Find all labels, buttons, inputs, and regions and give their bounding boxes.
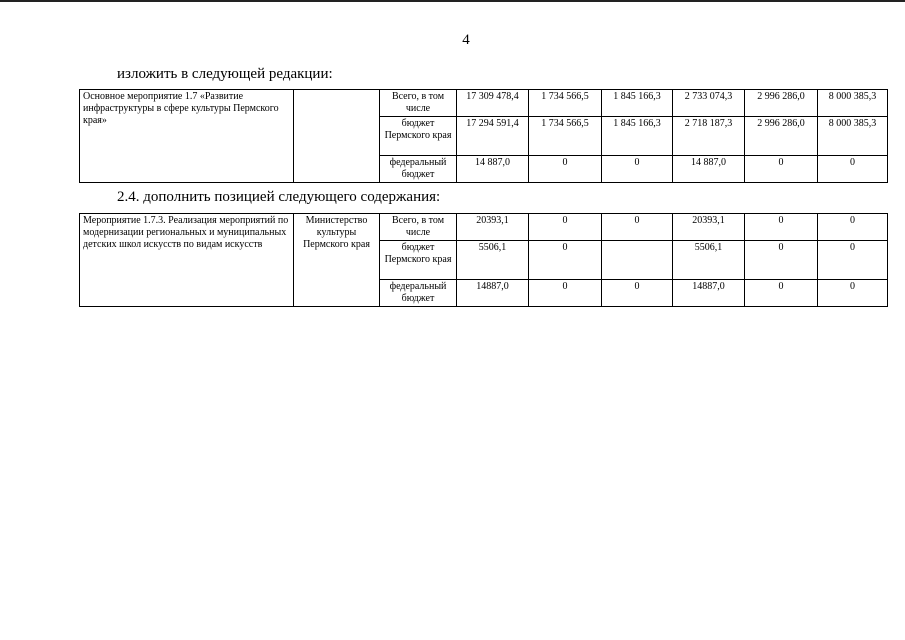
top-border-line <box>0 0 905 2</box>
value-cell: 5506,1 <box>457 241 529 280</box>
activity-name-cell: Основное мероприятие 1.7 «Развитие инфраструктуры в сфере культуры Пермского края» <box>80 90 294 183</box>
value-cell: 17 294 591,4 <box>457 117 529 156</box>
executor-cell: Министерство культуры Пермского края <box>294 214 380 307</box>
value-cell: 0 <box>745 156 818 183</box>
section-heading-edit: изложить в следующей редакции: <box>117 66 333 82</box>
value-cell: 0 <box>818 241 888 280</box>
value-cell <box>602 241 673 280</box>
value-cell: 0 <box>602 156 673 183</box>
value-cell: 0 <box>529 156 602 183</box>
executor-cell <box>294 90 380 183</box>
value-cell: 5506,1 <box>673 241 745 280</box>
value-cell: 1 845 166,3 <box>602 90 673 117</box>
value-cell: 0 <box>818 280 888 307</box>
value-cell: 0 <box>745 241 818 280</box>
page-number: 4 <box>462 32 470 48</box>
value-cell: 14887,0 <box>457 280 529 307</box>
value-cell: 1 734 566,5 <box>529 117 602 156</box>
value-cell: 17 309 478,4 <box>457 90 529 117</box>
value-cell: 1 845 166,3 <box>602 117 673 156</box>
funding-source-cell: Всего, в том числе <box>380 214 457 241</box>
value-cell: 0 <box>529 241 602 280</box>
value-cell: 2 733 074,3 <box>673 90 745 117</box>
value-cell: 8 000 385,3 <box>818 90 888 117</box>
value-cell: 0 <box>745 214 818 241</box>
funding-source-cell: Всего, в том числе <box>380 90 457 117</box>
value-cell: 20393,1 <box>457 214 529 241</box>
activity-table-1-7-3 <box>79 213 888 307</box>
value-cell: 0 <box>818 214 888 241</box>
value-cell: 20393,1 <box>673 214 745 241</box>
funding-source-cell: федеральный бюджет <box>380 156 457 183</box>
activity-name-cell: Мероприятие 1.7.3. Реализация мероприятий по модернизации региональных и муниципальных детских школ искусств по видам искусств <box>80 214 294 307</box>
value-cell: 0 <box>818 156 888 183</box>
value-cell: 14 887,0 <box>457 156 529 183</box>
value-cell: 2 996 286,0 <box>745 90 818 117</box>
funding-source-cell: бюджет Пермского края <box>380 117 457 156</box>
section-heading-add: 2.4. дополнить позицией следующего содержания: <box>117 189 441 205</box>
value-cell: 0 <box>602 214 673 241</box>
table-row <box>80 90 888 117</box>
value-cell: 2 718 187,3 <box>673 117 745 156</box>
value-cell: 14887,0 <box>673 280 745 307</box>
activity-table-1-7 <box>79 89 888 183</box>
value-cell: 0 <box>529 214 602 241</box>
value-cell: 0 <box>529 280 602 307</box>
value-cell: 2 996 286,0 <box>745 117 818 156</box>
funding-source-cell: бюджет Пермского края <box>380 241 457 280</box>
funding-source-cell: федеральный бюджет <box>380 280 457 307</box>
value-cell: 1 734 566,5 <box>529 90 602 117</box>
value-cell: 14 887,0 <box>673 156 745 183</box>
value-cell: 8 000 385,3 <box>818 117 888 156</box>
value-cell: 0 <box>745 280 818 307</box>
value-cell: 0 <box>602 280 673 307</box>
table-row <box>80 214 888 241</box>
